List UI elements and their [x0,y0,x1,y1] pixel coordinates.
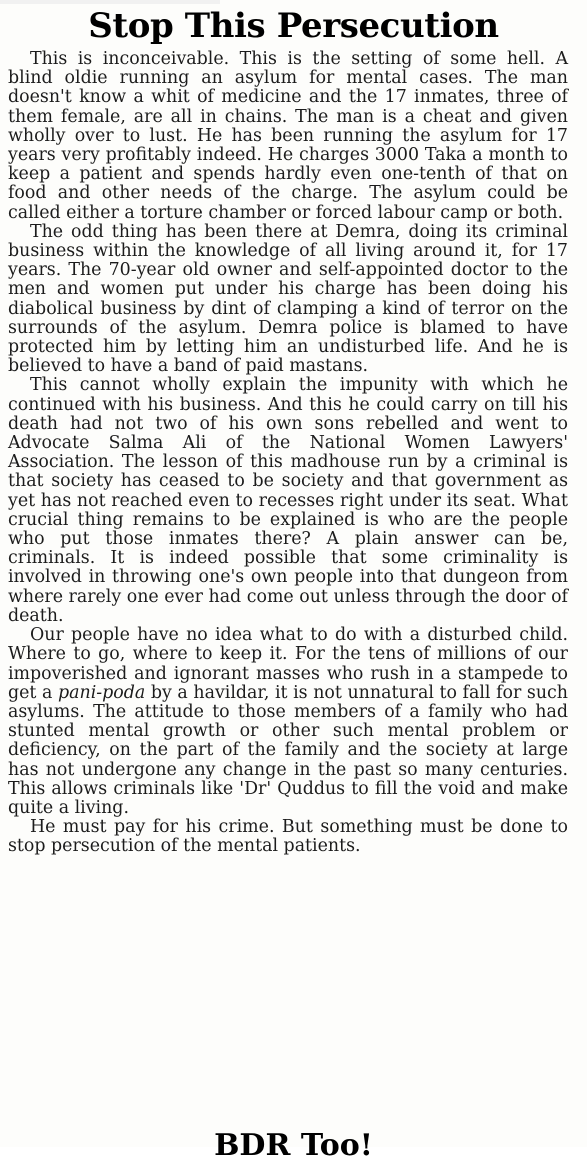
article-paragraph-4 [8,626,568,818]
article-paragraph-2: The odd thing has been there at Demra, doing its criminal business within the knowledge of all living around it, for 17 years. The 70-year old owner and self-appointed doctor to the men and women put under his charge has been doing his diabolical business by dint of clamping a kind of terror on the surrounds of the asylum. Demra police is blamed to have protected him by letting him an undisturbed life. And he is believed to have a band of paid mastans. [8,221,568,377]
article-paragraph-5: He must pay for his crime. But something must be done to stop persecution of the mental patients. [8,817,568,857]
margin-stamp-mark [540,265,587,311]
next-article-headline-fragment: BDR Too! [214,1128,373,1163]
article-headline: Stop This Persecution [88,6,499,46]
cut-off-text-fragment [0,0,220,4]
article-paragraph-4-rest: by a havildar, it is not unnatural to fall for such asylums. The attitude to those members of a family who had stunted mental growth or other such mental problem or deficiency, on the part of the family and the society at large has not undergone any change in the past so many centuries. This allows criminals like 'Dr' Quddus to fill the void and make quite a living. [8,682,568,818]
article-paragraph-1: This is inconceivable. This is the setting of some hell. A blind oldie running an asylum for mental cases. The man doesn't know a whit of medicine and the 17 inmates, three of them female, are all in chains. The man is a cheat and given wholly over to lust. He has been running the asylum for 17 years very profitably indeed. He charges 3000 Taka a month to keep a patient and spends hardly even one-tenth of that on food and other needs of the charge. The asylum could be called either a torture chamber or forced labour camp or both. [8,49,568,223]
article-body [8,50,568,857]
article-paragraph-3: This cannot wholly explain the impunity with which he continued with his business. And this he could carry on till his death had not two of his own sons rebelled and went to Advocate Salma Ali of the National Women Lawyers' Association. The lesson of this madhouse run by a criminal is that society has ceased to be society and that government as yet has not reached even to recesses right under its seat. What crucial thing remains to be explained is who are the people who put those inmates there? A plain answer can be, criminals. It is indeed possible that some criminality is involved in throwing one's own people into that dungeon from where rarely one ever had come out unless through the door of death. [8,375,568,626]
article-paragraph-4-lead: Our people have no idea what to do with a disturbed child. Where to go, where to keep it. For the tens of millions of our impoverished and ignorant masses who rush in a stampede to get a [8,625,568,703]
italic-term: pani-poda [58,682,146,703]
